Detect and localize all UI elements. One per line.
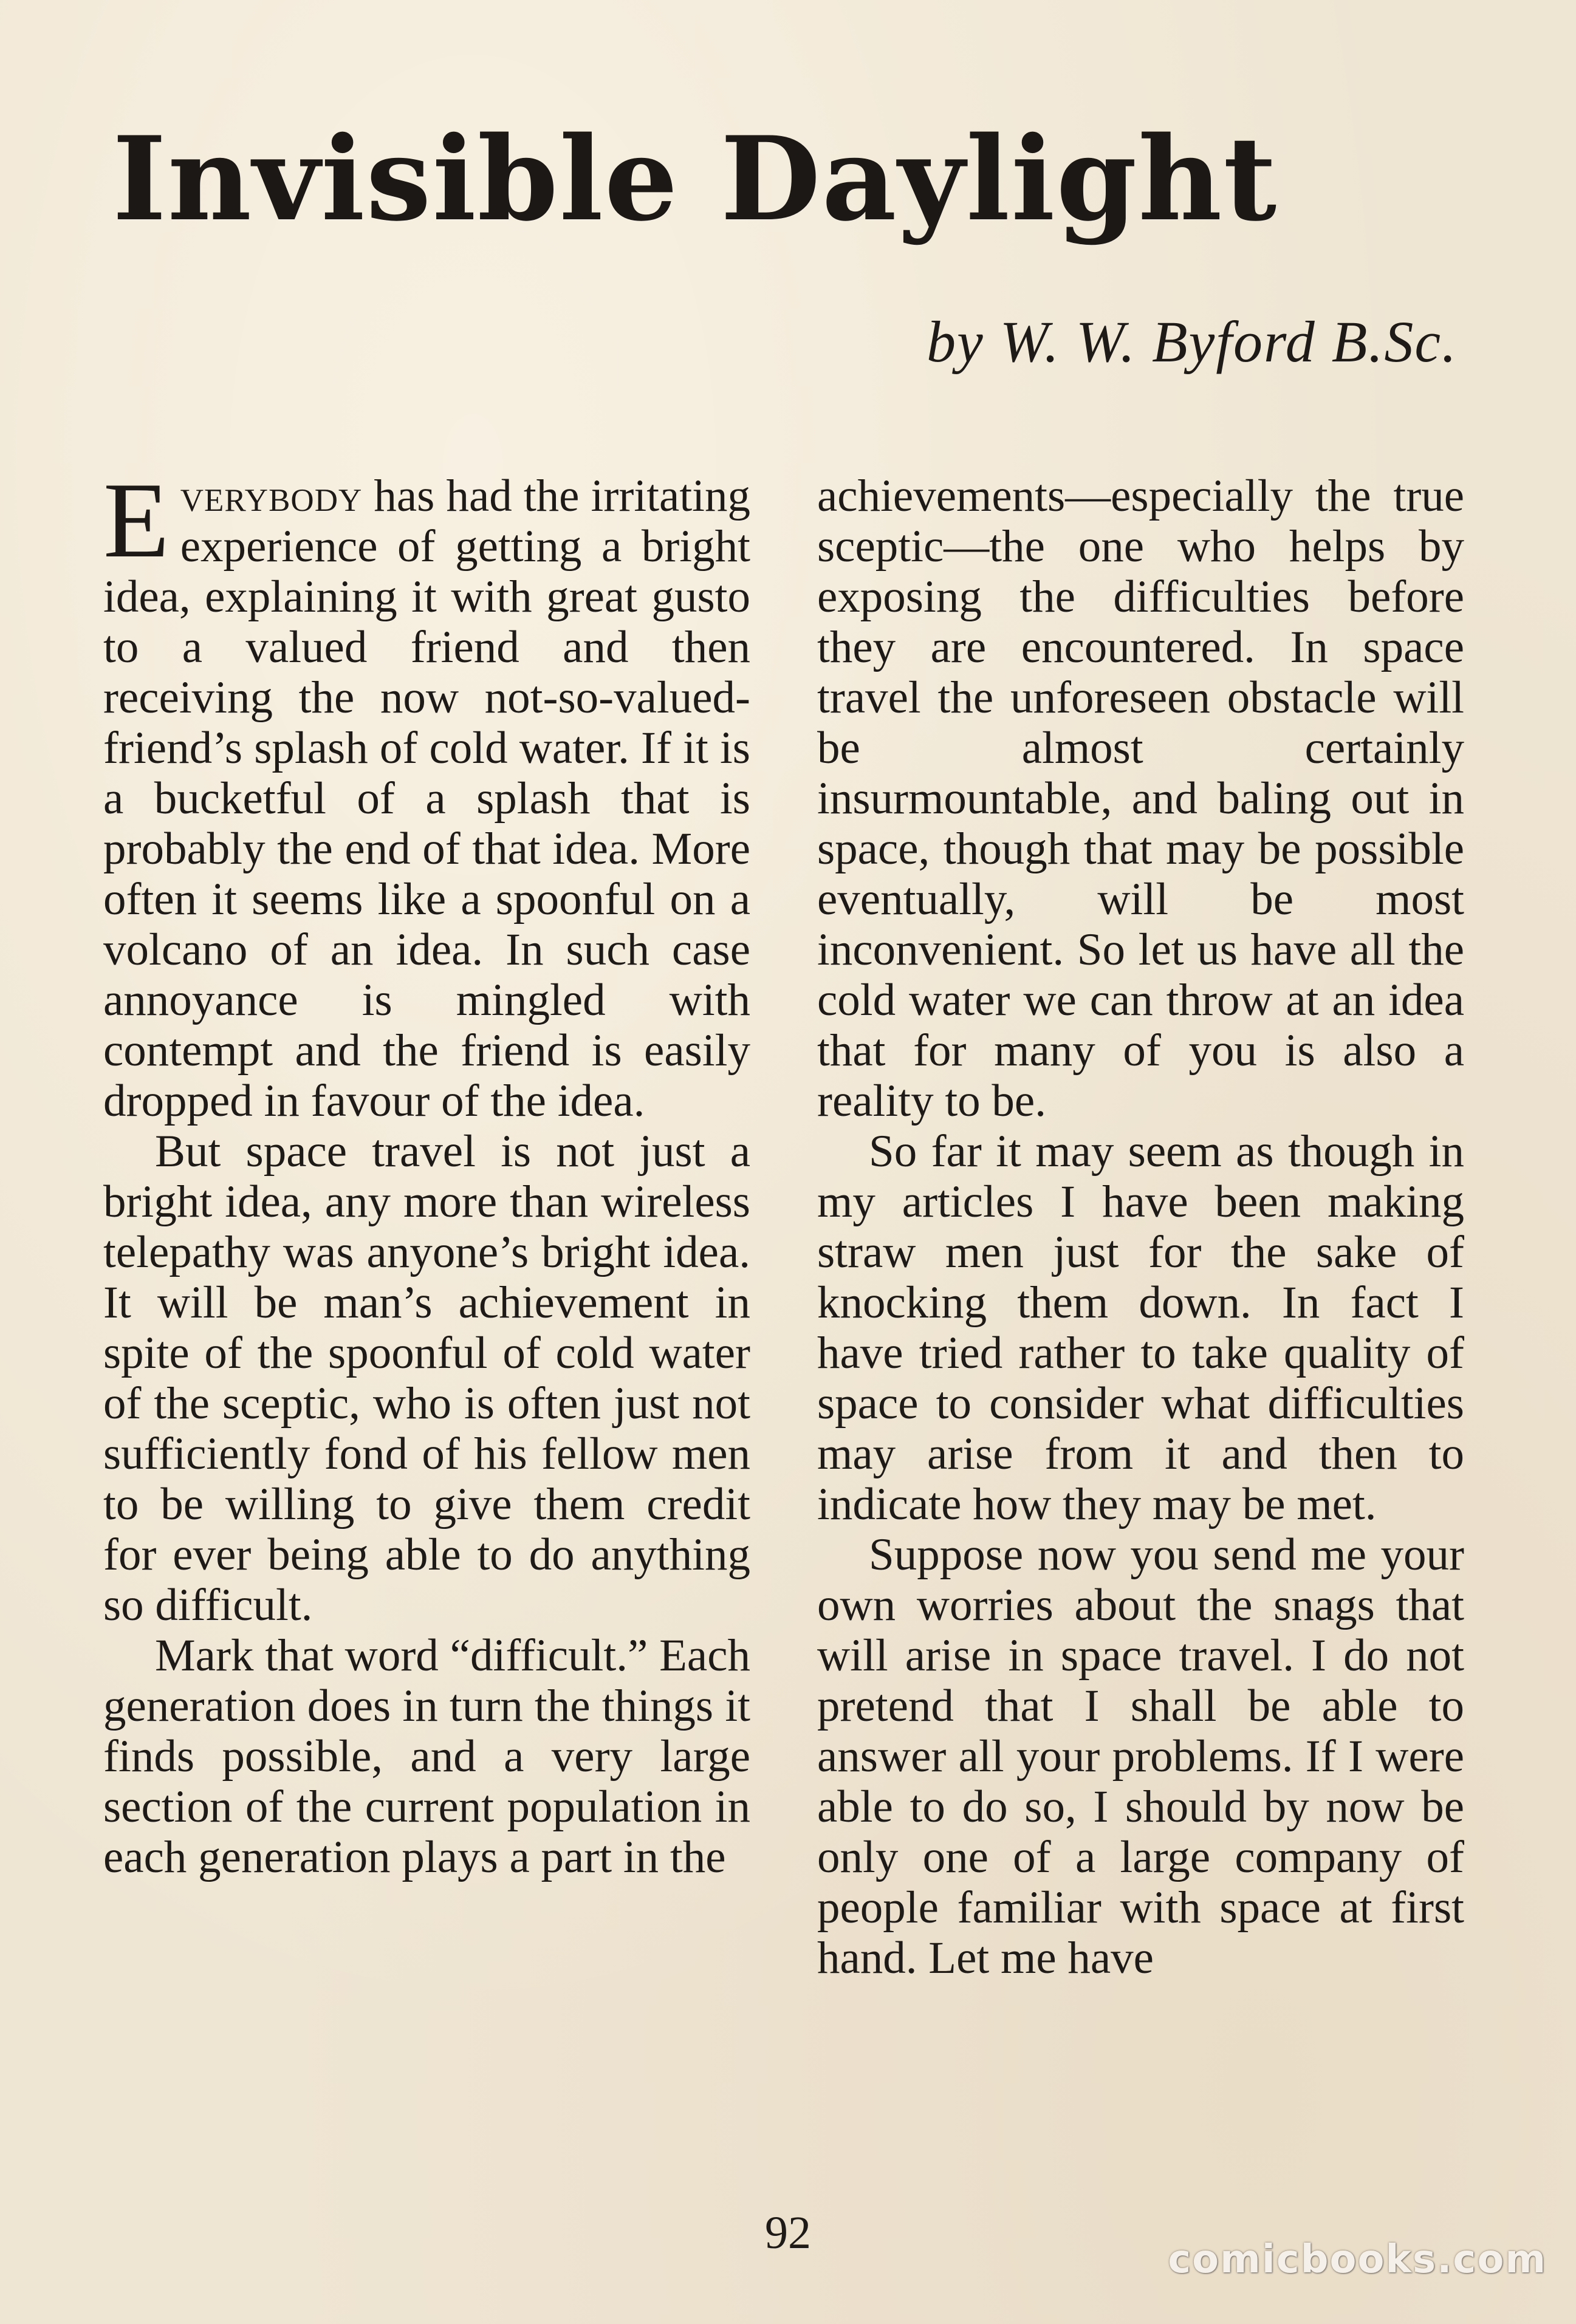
paragraph-3: Mark that word “difficult.” Each generation does in turn the things it finds possible, and a very large section of the current population in each generation plays a part in the	[103, 1630, 750, 1882]
watermark: comicbooks.com	[1168, 2237, 1547, 2282]
paragraph-4: achievements—especially the true sceptic—the one who helps by exposing the difficulties before they are encountered. In space travel the unforeseen obstacle will be almost certainly insurmountable, and baling out in space, though that may be possible eventually, will be most inconvenient. So let us have all the cold water we can throw at an idea that for many of you is also a reality to be.	[817, 471, 1464, 1126]
article-body	[103, 460, 1464, 1983]
paragraph-1-text: has had the irritating experience of getting a bright idea, explaining it with great gusto to a valued friend and then receiving the now not-so-valued-friend’s splash of cold water. If it is a bucketful of a splash that is probably the end of that idea. More often it seems like a spoonful on a volcano of an idea. In such case annoyance is mingled with contempt and the friend is easily dropped in favour of the idea.	[103, 471, 750, 1126]
paragraph-5: So far it may seem as though in my articles I have been making straw men just for the sake of knocking them down. In fact I have tried rather to take quality of space to consider what difficulties may arise from it and then to indicate how they may be met.	[817, 1126, 1464, 1529]
article-byline: by W. W. Byford B.Sc.	[927, 309, 1458, 374]
paragraph-2: But space travel is not just a bright idea, any more than wireless telepathy was anyone’s bright idea. It will be man’s achievement in spite of the spoonful of cold water of the sceptic, who is often just not sufficiently fond of his fellow men to be willing to give them credit for ever being able to do anything so difficult.	[103, 1126, 750, 1630]
right-column	[817, 471, 1464, 1983]
paragraph-1	[103, 460, 750, 1126]
drop-cap: E	[103, 460, 170, 580]
page-number: 92	[765, 2207, 811, 2258]
article-title: Invisible Daylight	[112, 111, 1278, 247]
lead-word: verybody	[180, 471, 363, 521]
left-column	[103, 460, 750, 1983]
paragraph-6: Suppose now you send me your own worries about the snags that will arise in space travel. I do not pretend that I shall be able to answer all your problems. If I were able to do so, I should by now be only one of a large company of people familiar with space at first hand. Let me have	[817, 1529, 1464, 1983]
